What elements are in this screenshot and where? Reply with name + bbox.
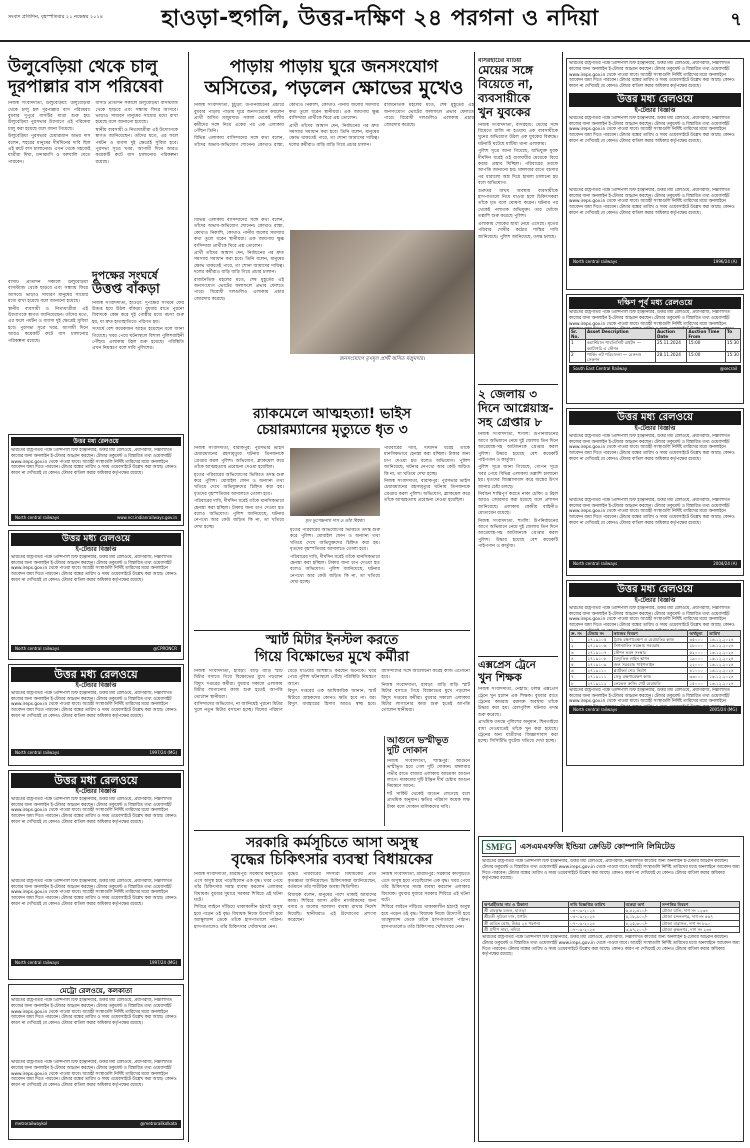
table-header-cell: কাজের বিবরণ: [612, 630, 688, 636]
paragraph: নিজস্ব সংবাদদাতা, হাওড়া: দুপক্ষের সংঘর্ষে ফের উত্তপ্ত হয়ে উঠল বাঁকড়া। বুধবার রাতে পুরনো বিবাদকে কেন্দ্র করে দুই গোষ্ঠীর মধ্যে বচসা শুরু হয়, যা দ্রুত হাতাহাতিতে পরিণত হয়।: [92, 300, 184, 325]
story-train-murder: [478, 656, 558, 832]
story-body: [387, 759, 470, 817]
table-cell: শ্রী প্রদীপ সাহা, নদিয়া: [483, 926, 569, 932]
ad-subheader: ই-টেন্ডার বিজ্ঞপ্তি: [634, 597, 676, 604]
footer-link: metrorailwaykol: [15, 1121, 48, 1127]
paragraph: পরিবারের দাবি, দীর্ঘদিন ধরেই তাঁকে মানসিকভাবে হেনস্তা করা হচ্ছিল। টাকার জন্য চাপ দেওয়া হত বলেও অভিযোগ। পুলিশ জানিয়েছে, ঘটনার নেপথ্যে আর কেউ জড়িত কি না, তা খতিয়ে দেখা হচ্ছে।: [384, 446, 470, 477]
headline: দিনে আগ্নেয়াস্ত্র-: [478, 400, 554, 415]
table-cell: 1: [570, 340, 586, 351]
smfg-table: [482, 901, 740, 933]
story-kicker: বসিরহাটের মাটিয়া: [478, 58, 522, 64]
ad-header: উত্তর মধ্য রেলওয়ে: [11, 667, 181, 682]
table-cell: ১৯০০০: [688, 655, 708, 661]
paragraph: স্থানীয় ব্যবসায়ী ও নিত্যযাত্রীরা এই উদ্যোগকে স্বাগত জানিয়েছেন। তাঁদের মতে, এর ফলে পর্যটন ও ব্যবসা দুই ক্ষেত্রেই সুবিধা হবে। পুরসভা সূত্রে খবর, আগামী দিনে আরও কয়েকটি রুটে বাস চালানোর পরিকল্পনা রয়েছে।: [8, 306, 88, 344]
ad-text: ভারতের রাষ্ট্রপতির পক্ষে প্রিন্সিপাল চিফ ইঞ্জিনিয়ার, উত্তর মধ্য রেলওয়ে, প্রয়াগরাজ, নিম্নলিখিত কাজের জন্য অনলাইন ই-টেন্ডার আহ্বান করছেন। টেন্ডার ডকুমেন্ট ও বিস্তারিত তথ্য ওয়েবসাইট www.ireps.gov.in থেকে পাওয়া যাবে। আগ্রহী সংস্থাগুলি নির্দিষ্ট তারিখের মধ্যে অনলাইনে আবেদন জমা দিতে পারবেন। টেন্ডার বন্ধের তারিখ ও সময় ওয়েবসাইটে উল্লেখ করা আছে। কোনও কারণ না দেখিয়েই যে কোনও টেন্ডার বাতিল করার অধিকার কর্তৃপক্ষের রয়েছে।: [11, 998, 177, 1027]
paragraph: নিজস্ব সংবাদদাতা, হুগলি: উপনির্বাচনের আগে অভিযানে নেমে দুই জেলায় তিন দিনে আগ্নেয়াস্ত্র-সহ আটজনকে গ্রেপ্তার করল পুলিশ। উদ্ধার হয়েছে বেশ কয়েকটি পাইপগান ও কার্তুজ।: [478, 432, 558, 464]
table-row: [570, 680, 741, 686]
table-header-cell: Auction Time From: [687, 329, 726, 340]
paragraph: বাসটি প্রতিদিন সকালে উলুবেড়িয়া বাসস্ট্যান্ড থেকে ছাড়বে এবং সন্ধ্যায় ফিরে আসবে। ভাড়াও সাধারণ মানুষের সাধ্যের মধ্যে রাখা হয়েছে বলে জানানো হয়েছে।: [95, 101, 178, 126]
auction-table: [569, 328, 741, 363]
table-cell: ১৬.১২.২০২৪: [708, 655, 741, 661]
ad-code: 2004/24 (A): [713, 560, 737, 566]
story-blackmail: [194, 406, 470, 628]
ad-ncr-3: [8, 770, 184, 980]
story-asit-campaign: [194, 58, 474, 404]
footer-link: North central railways: [573, 258, 618, 264]
table-row: [483, 926, 740, 932]
smfg-logo: SMFG: [482, 840, 516, 854]
story-ulubaria-continued: [8, 280, 88, 430]
table-cell: ১৬.১২.২০২৪: [708, 637, 741, 643]
table-header-cell: তারিখ: [708, 630, 741, 636]
table-header-cell: ক্র. নং: [570, 630, 587, 636]
photo-victim-family: [290, 448, 380, 516]
ad-text: ভারতের রাষ্ট্রপতির পক্ষে প্রিন্সিপাল চিফ ইঞ্জিনিয়ার, উত্তর মধ্য রেলওয়ে, প্রয়াগরাজ, নিম্নলিখিত কাজের জন্য অনলাইন ই-টেন্ডার আহ্বান করছেন। টেন্ডার ডকুমেন্ট ও বিস্তারিত তথ্য ওয়েবসাইট www.ireps.gov.in থেকে পাওয়া যাবে। আগ্রহী সংস্থাগুলি নির্দিষ্ট তারিখের মধ্যে অনলাইনে আবেদন জমা দিতে পারবেন। টেন্ডার বন্ধের তারিখ ও সময় ওয়েবসাইটে উল্লেখ করা আছে। কোনও কারণ না দেখিয়েই যে কোনও টেন্ডার বাতিল করার অধিকার কর্তৃপক্ষের রয়েছে।: [482, 935, 740, 958]
ad-text: ভারতের রাষ্ট্রপতির পক্ষে প্রিন্সিপাল চিফ ইঞ্জিনিয়ার, উত্তর মধ্য রেলওয়ে, প্রয়াগরাজ, নিম্নলিখিত কাজের জন্য অনলাইন ই-টেন্ডার আহ্বান করছেন। টেন্ডার ডকুমেন্ট ও বিস্তারিত তথ্য ওয়েবসাইট www.ireps.gov.in থেকে পাওয়া যাবে। আগ্রহী সংস্থাগুলি নির্দিষ্ট তারিখের মধ্যে অনলাইনে আবেদন জমা দিতে পারবেন। টেন্ডার বন্ধের তারিখ ও সময় ওয়েবসাইটে উল্লেখ করা আছে। কোনও কারণ না দেখিয়েই যে কোনও টেন্ডার বাতিল করার অধিকার কর্তৃপক্ষের রয়েছে।: [11, 554, 177, 584]
story-body-continued: [290, 528, 380, 626]
story-body: [194, 446, 284, 626]
table-cell: ২৭১৯১০৬: [586, 643, 612, 649]
table-row: [570, 643, 741, 649]
paragraph: শর্ট সার্কিট থেকেই আগুন লেগেছে বলে প্রাথমিক অনুমান। ক্ষতির পরিমাণ কয়েক লক্ষ টাকা বলে দোকান মালিকদের দাবি।: [387, 791, 470, 810]
ad-footer: [569, 365, 741, 373]
headline: দুটি দোকান: [387, 746, 428, 757]
table-header-cell: টেন্ডার নং: [586, 630, 612, 636]
table-row: [570, 340, 741, 351]
table-cell: ২৭১৯১০৭: [586, 649, 612, 655]
story-arms-arrest: [478, 384, 558, 652]
paragraph: নিজস্ব সংবাদদাতা, হুগলি: উপনির্বাচনের আগে অভিযানে নেমে দুই জেলায় তিন দিনে আগ্নেয়াস্ত্র-সহ আটজনকে গ্রেপ্তার করল পুলিশ। উদ্ধার হয়েছে বেশ কয়েকটি পাইপগান ও কার্তুজ।: [478, 518, 558, 550]
ad-header: এসএমএফজি ইন্ডিয়া ক্রেডিট কোম্পানি লিমিটেড: [520, 842, 676, 852]
footer-link: North central railways: [573, 706, 618, 712]
table-cell: ৩: [570, 649, 587, 655]
paragraph: নির্বাচন শান্তিপূর্ণ করতে নাকা চেকিং ও টহল আরও জোরদার করা হয়েছে বলে প্রশাসন জানিয়েছে। এলাকায় কেন্দ্রীয় বাহিনীও মোতায়েন রয়েছে।: [478, 492, 558, 517]
ad-header: উত্তর মধ্য রেলওয়ে: [11, 533, 181, 546]
story-body: [478, 687, 558, 827]
headline: ২ জেলায় ৩: [478, 387, 538, 401]
headline: খুন শিক্ষক: [478, 670, 522, 684]
table-cell: মৌজা বালি, দাগ নং ১২৩৪: [660, 908, 739, 914]
masthead-title: হাওড়া-হুগলি, উত্তর-দক্ষিণ ২৪ পরগনা ও নদিয়া: [161, 6, 599, 31]
paragraph: প্রাথমিক তদন্তে পুলিশের অনুমান, ছিনতাইয়ে বাধা দেওয়াতেই তাঁকে খুন করা হয়েছে। ট্রেনের অন্য যাত্রীদের জিজ্ঞাসাবাদ করা হচ্ছে। সিসিটিভি ফুটেজ খতিয়ে দেখা হচ্ছে।: [478, 720, 558, 745]
tender-table: [569, 630, 741, 687]
table-cell: ৩৩০০০: [688, 674, 708, 680]
paragraph: প্রার্থী তাঁদের আশ্বাস দেন, নির্বাচনের পর দ্রুত সমস্যার সমাধান করা হবে। তিনি বলেন, মানুষের ক্ষোভ থাকতেই পারে, তা শোনা আমাদের দায়িত্ব। দলের কর্মীরাও বাড়ি বাড়ি গিয়ে প্রচার চালান।: [289, 123, 379, 148]
table-cell: ২৭১৯১০৮: [586, 655, 612, 661]
ad-text: ভারতের রাষ্ট্রপতির পক্ষে প্রিন্সিপাল চিফ ইঞ্জিনিয়ার, উত্তর মধ্য রেলওয়ে, প্রয়াগরাজ, নিম্নলিখিত কাজের জন্য অনলাইন ই-টেন্ডার আহ্বান করছেন। টেন্ডার ডকুমেন্ট ও বিস্তারিত তথ্য ওয়েবসাইট www.ireps.gov.in থেকে পাওয়া যাবে। আগ্রহী সংস্থাগুলি নির্দিষ্ট তারিখের মধ্যে অনলাইনে আবেদন জমা দিতে পারবেন। টেন্ডার বন্ধের তারিখ ও সময় ওয়েবসাইটে উল্লেখ করা আছে। কোনও কারণ না দেখিয়েই যে কোনও টেন্ডার বাতিল করার অধিকার কর্তৃপক্ষের রয়েছে।: [569, 187, 735, 217]
table-cell: ৪১০০০: [688, 668, 708, 674]
table-cell: ০৪-০৯-২০২৪: [569, 914, 624, 920]
story-body: [194, 872, 470, 1130]
ad-text: ভারতের রাষ্ট্রপতির পক্ষে প্রিন্সিপাল চিফ ইঞ্জিনিয়ার, উত্তর মধ্য রেলওয়ে, প্রয়াগরাজ, নিম্নলিখিত কাজের জন্য অনলাইন ই-টেন্ডার আহ্বান করছেন। টেন্ডার ডকুমেন্ট ও বিস্তারিত তথ্য ওয়েবসাইট www.ireps.gov.in থেকে পাওয়া যাবে। আগ্রহী সংস্থাগুলি নির্দিষ্ট তারিখের মধ্যে অনলাইনে আবেদন জমা দিতে পারবেন। টেন্ডার বন্ধের তারিখ ও সময় ওয়েবসাইটে উল্লেখ করা আছে। কোনও কারণ না দেখিয়েই যে কোনও টেন্ডার বাতিল করার অধিকার কর্তৃপক্ষের রয়েছে।: [11, 1060, 177, 1089]
ad-text: ভারতের রাষ্ট্রপতির পক্ষে প্রিন্সিপাল চিফ ইঞ্জিনিয়ার, উত্তর মধ্য রেলওয়ে, প্রয়াগরাজ, নিম্নলিখিত কাজের জন্য অনলাইন ই-টেন্ডার আহ্বান করছেন। টেন্ডার ডকুমেন্ট ও বিস্তারিত তথ্য ওয়েবসাইট www.ireps.gov.in থেকে পাওয়া যাবে। আগ্রহী সংস্থাগুলি নির্দিষ্ট তারিখের মধ্যে অনলাইনে আবেদন জমা দিতে পারবেন। টেন্ডার বন্ধের তারিখ ও সময় ওয়েবসাইটে উল্লেখ করা আছে। কোনও কারণ না দেখিয়েই যে কোনও টেন্ডার বাতিল করার অধিকার কর্তৃপক্ষের রয়েছে।: [569, 61, 735, 90]
table-row: [570, 637, 741, 643]
table-cell: ১৬.১২.২০২৪: [708, 680, 741, 686]
photo-caption: মৃত ভূপেন্দ্রনাথ দাস ও তাঁর বিধবা।: [305, 519, 365, 524]
headline: দূরপাল্লার বাস পরিষেবা: [8, 76, 163, 97]
ad-code: 1997/24 (MG): [149, 749, 177, 755]
ad-subheader: ই-টেন্ডার বিজ্ঞপ্তি: [634, 107, 676, 114]
table-cell: ১৬.১২.২০২৪: [708, 674, 741, 680]
table-cell: 28.11.2024: [655, 351, 686, 362]
ad-ser-auction: [566, 294, 744, 404]
ad-header: উত্তর মধ্য রেলওয়ে: [569, 93, 741, 107]
paragraph: স্থানীয় ব্যবসায়ী ও নিত্যযাত্রীরা এই উদ্যোগকে স্বাগত জানিয়েছেন। তাঁদের মতে, এর ফলে পর্যটন ও ব্যবসা দুই ক্ষেত্রেই সুবিধা হবে। পুরসভা সূত্রে খবর, আগামী দিনে আরও কয়েকটি রুটে বাস চালানোর পরিকল্পনা রয়েছে।: [95, 127, 178, 165]
table-cell: ৫২০০০: [688, 649, 708, 655]
ad-footer: [11, 959, 181, 966]
ad-header: দক্ষিণ পূর্ব মধ্য রেলওয়ে: [569, 297, 741, 309]
story-body: [194, 103, 474, 215]
ad-footer: [569, 258, 741, 266]
table-cell: 15:30: [725, 351, 740, 362]
masthead-date: সংবাদ প্রতিদিন, বৃহস্পতিবার ২১ নভেম্বর ২০২৪: [8, 14, 104, 20]
table-header-cell: Auction Date: [655, 329, 686, 340]
ad-header: উত্তর মধ্য রেলওয়ে: [11, 773, 181, 788]
table-cell: ৩,৯৭,২০০/-: [624, 926, 660, 932]
ad-footer: [11, 514, 181, 521]
headline: খুন যুবকের: [478, 104, 531, 119]
ad-text: ভারতের রাষ্ট্রপতির পক্ষে প্রিন্সিপাল চিফ ইঞ্জিনিয়ার, উত্তর মধ্য রেলওয়ে, প্রয়াগরাজ, নিম্নলিখিত কাজের জন্য অনলাইন ই-টেন্ডার আহ্বান করছেন। টেন্ডার ডকুমেন্ট ও বিস্তারিত তথ্য ওয়েবসাইট www.ireps.gov.in থেকে পাওয়া যাবে। আগ্রহী সংস্থাগুলি নির্দিষ্ট তারিখের মধ্যে অনলাইনে আবেদন জমা দিতে পারবেন। টেন্ডার বন্ধের তারিখ ও সময় ওয়েবসাইটে উল্লেখ করা আছে। কোনও কারণ না দেখিয়েই যে কোনও টেন্ডার বাতিল করার অধিকার কর্তৃপক্ষের রয়েছে।: [482, 859, 740, 882]
table-cell: ১৫০০০: [688, 680, 708, 686]
table-header-cell: অর্থমূল্য: [688, 630, 708, 636]
table-cell: মৌজা চন্দননগর, দাগ নং ৫৬৭: [660, 914, 739, 920]
ad-text: ভারতের রাষ্ট্রপতির পক্ষে প্রিন্সিপাল চিফ ইঞ্জিনিয়ার, উত্তর মধ্য রেলওয়ে, প্রয়াগরাজ, নিম্নলিখিত কাজের জন্য অনলাইন ই-টেন্ডার আহ্বান করছেন। টেন্ডার ডকুমেন্ট ও বিস্তারিত তথ্য ওয়েবসাইট www.ireps.gov.in থেকে পাওয়া যাবে। আগ্রহী সংস্থাগুলি নির্দিষ্ট তারিখের মধ্যে অনলাইনে: [569, 687, 730, 705]
paragraph: গুরুতর জখম অবস্থায় ব্যবসায়ীকে হাসপাতালে নিয়ে যাওয়া হলে চিকিৎসকরা তাঁকে মৃত বলে ঘোষণা করেন। ঘটনার পর থেকেই পলাতক অভিযুক্ত। তার খোঁজে তল্লাশি শুরু করেছে পুলিশ।: [478, 188, 558, 220]
ad-metro: [8, 984, 184, 1140]
table-row: [570, 351, 741, 362]
masthead-rule: [0, 40, 750, 42]
headline: দুপক্ষের সংঘর্ষে: [92, 269, 158, 282]
paragraph: বিভিন্ন এলাকায় বাসিন্দাদের সঙ্গে কথা বলেন, তাঁদের অভাব-অভিযোগ শোনেন। কোথাও রাস্তা, কোথাও নিকাশি, কোথাও পানীয় জলের সমস্যার কথা তুলে ধরেন স্থানীয়রা। এক জায়গায় ক্ষুব্ধ বাসিন্দারা প্রার্থীকে ঘিরে প্রশ্ন তোলেন।: [194, 218, 284, 249]
ad-text: ভারতের রাষ্ট্রপতির পক্ষে প্রিন্সিপাল চিফ ইঞ্জিনিয়ার, উত্তর মধ্য রেলওয়ে, প্রয়াগরাজ, নিম্নলিখিত কাজের জন্য অনলাইন ই-টেন্ডার আহ্বান করছেন। টেন্ডার ডকুমেন্ট ও বিস্তারিত তথ্য ওয়েবসাইট www.ireps.gov.in থেকে পাওয়া যাবে। আগ্রহী সংস্থাগুলি নির্দিষ্ট তারিখের মধ্যে অনলাইনে আবেদন জমা দিতে পারবেন। টেন্ডার বন্ধের তারিখ ও সময় ওয়েবসাইটে উল্লেখ করা আছে। কোনও কারণ না দেখিয়েই যে কোনও টেন্ডার বাতিল করার অধিকার কর্তৃপক্ষের রয়েছে।: [11, 878, 177, 908]
ad-header: উত্তর মধ্য রেলওয়ে: [569, 411, 741, 425]
table-cell: ৮,২৫,৬০০/-: [624, 920, 660, 926]
table-header-cell: ঋণগ্রহীতার নাম ও ঠিকানা: [483, 902, 569, 908]
ad-text: ভারতের রাষ্ট্রপতির পক্ষে প্রিন্সিপাল চিফ ইঞ্জিনিয়ার, উত্তর মধ্য রেলওয়ে, প্রয়াগরাজ, নিম্নলিখিত কাজের জন্য অনলাইন ই-টেন্ডার আহ্বান করছেন। টেন্ডার ডকুমেন্ট ও বিস্তারিত তথ্য ওয়েবসাইট www.ireps.gov.in থেকে পাওয়া যাবে। আগ্রহী সংস্থাগুলি নির্দিষ্ট তারিখের মধ্যে অনলাইনে আবেদন জমা দিতে পারবেন। টেন্ডার বন্ধের তারিখ ও সময় ওয়েবসাইটে উল্লেখ করা আছে। কোনও কারণ না দেখিয়েই যে কোনও টেন্ডার বাতিল করার অধিকার কর্তৃপক্ষের রয়েছে।: [569, 497, 735, 527]
footer-link: North central railways: [15, 959, 60, 965]
footer-link: North central railways: [573, 560, 618, 566]
headline: সহ গ্রেপ্তার ৮: [478, 414, 543, 429]
table-cell: ২৮০০০: [688, 643, 708, 649]
ad-text: ভারতের রাষ্ট্রপতির পক্ষে প্রিন্সিপাল চিফ ইঞ্জিনিয়ার, উত্তর মধ্য রেলওয়ে, প্রয়াগরাজ, নিম্নলিখিত কাজের জন্য অনলাইন ই-টেন্ডার আহ্বান করছেন। টেন্ডার ডকুমেন্ট ও বিস্তারিত তথ্য ওয়েবসাইট www.ireps.gov.in থেকে পাওয়া যাবে। আগ্রহী সংস্থাগুলি নির্দিষ্ট তারিখের মধ্যে অনলাইনে আবেদন জমা দিতে পারবেন। টেন্ডার বন্ধের তারিখ ও সময় ওয়েবসাইটে উল্লেখ করা আছে। কোনও কারণ না দেখিয়েই যে কোনও টেন্ডার বাতিল করার অধিকার কর্তৃপক্ষের রয়েছে।: [569, 433, 735, 463]
headline: বৃদ্ধের চিকিৎসার ব্যবস্থা বিধায়কের: [231, 850, 433, 869]
column-rule: [562, 52, 563, 832]
paragraph: পুলিশ সূত্রে জানা গিয়েছে, গোপন সূত্রে খবর পেয়ে বিভিন্ন এলাকায় তল্লাশি চালানো হয়। ধৃতদের জিজ্ঞাসাবাদ করে অস্ত্রের উৎস জানার চেষ্টা চলছে।: [478, 465, 558, 490]
table-cell: ৬,৪২,৩১০/-: [624, 908, 660, 914]
table-cell: ১৬.১২.২০২৪: [708, 649, 741, 655]
headline: চেয়ারম্যানের মৃত্যুতে ধৃত ৩: [256, 422, 408, 439]
footer-link: North central railways: [15, 645, 60, 651]
footer-link: South East Central Railway: [573, 366, 628, 372]
ad-ncr-small: [8, 434, 184, 526]
table-cell: শ্রীমতী সুমিতা দাস, হুগলি: [483, 914, 569, 920]
table-cell: শ্রী অমিত ঘোষ, উত্তর ২৪ পরগনা: [483, 920, 569, 926]
paragraph: নিজস্ব সংবাদদাতা, বসিরহাট: মেয়ের সঙ্গে বিয়েতে রাজি না হওয়ায় এক ব্যবসায়ীকে খুনের অভিযোগ উঠল এক যুবকের বিরুদ্ধে। ঘটনাটি ঘটেছে মাটিয়া থানা এলাকায়।: [478, 122, 558, 147]
paragraph: নিজস্ব সংবাদদাতা, হাবড়া: বাড়ি বাড়ি স্মার্ট মিটার বসাতে গিয়ে বিক্ষোভের মুখে পড়লেন বিদ্যুৎ দপ্তরের কর্মীরা। বুধবার সকালে এলাকায় মিটার লাগানোর কাজ শুরু হতেই আপত্তি তোলেন স্থানীয়রা।: [381, 682, 470, 714]
ad-footer: [569, 706, 741, 714]
story-mla-treatment: [194, 830, 470, 1142]
story-ulubaria-bus: [8, 58, 178, 278]
table-cell: ৮: [570, 680, 587, 686]
headline: উত্তপ্ত বাঁকড়া: [92, 281, 160, 297]
table-cell: ১৬.১২.২০২৪: [708, 668, 741, 674]
ad-footer: [11, 749, 181, 756]
table-cell: ২৭১৯১১১: [586, 674, 612, 680]
paragraph: বাসিন্দাদের অভিযোগ, না জানিয়েই পুরনো মিটার খুলে নতুন মিটার বসানো হচ্ছে। বিলের পরিমাণ বেড়ে যাওয়ার আশঙ্কাও করছেন অনেকে। খবর পেয়ে পুলিশ ঘটনাস্থলে পৌঁছে পরিস্থিতি নিয়ন্ত্রণে আনে।: [194, 669, 377, 714]
table-cell: লেভেল ক্রসিং গেট মেরামতি: [612, 680, 688, 686]
table-cell: বৈদ্যুতিক লাইন স্থাপন: [612, 655, 688, 661]
ad-ncr-2: [8, 664, 184, 766]
headline: পাড়ায় পাড়ায় ঘুরে জনসংযোগ: [229, 57, 439, 77]
ad-header: উত্তর মধ্য রেলওয়ে: [569, 583, 741, 597]
table-cell: 2: [570, 351, 586, 362]
story-body-continued: [384, 446, 470, 626]
ad-text: ভারতের রাষ্ট্রপতির পক্ষে প্রিন্সিপাল চিফ ইঞ্জিনিয়ার, উত্তর মধ্য রেলওয়ে, প্রয়াগরাজ, নিম্নলিখিত কাজের জন্য অনলাইন ই-টেন্ডার আহ্বান করছেন। টেন্ডার ডকুমেন্ট ও বিস্তারিত তথ্য ওয়েবসাইট www.ireps.gov.in থেকে পাওয়া যাবে। আগ্রহী সংস্থাগুলি নির্দিষ্ট তারিখের মধ্যে অনলাইনে আবেদন জমা দিতে পারবেন। টেন্ডার বন্ধের তারিখ ও সময় ওয়েবসাইটে উল্লেখ করা আছে। কোনও কারণ না দেখিয়েই যে কোনও টেন্ডার বাতিল করার অধিকার কর্তৃপক্ষের রয়েছে।: [11, 796, 177, 826]
headline: র‍্যাকমেলে আত্মহত্যা! ভাইস: [252, 406, 412, 422]
ad-subheader: ই-টেন্ডার বিজ্ঞপ্তি: [75, 788, 117, 795]
headline: স্মার্ট মিটার ইনস্টল করতে: [265, 633, 399, 648]
headline: এক্সপ্রেস ট্রেনে: [478, 660, 536, 671]
footer-link: @CPRONCR: [153, 645, 177, 651]
table-cell: ৪,১৮,৯০০/-: [624, 914, 660, 920]
table-cell: মৌজা বারাসত, দাগ নং ৮৯০: [660, 920, 739, 926]
paragraph: শিবিরে লাইনে দাঁড়িয়ে থাকাকালীন হঠাৎই অসুস্থ হয়ে পড়েন ওই বৃদ্ধ। বিধায়ক নিজে উদ্যোগী হয়ে অ্যাম্বুল্যান্স ডেকে তাঁকে হাসপাতালে পাঠান। হাসপাতালেও তাঁর চিকিৎসার খোঁজখবর নেন।: [381, 905, 470, 930]
table-header-cell: Sr. No.: [570, 329, 586, 340]
ad-subheader: ই-টেন্ডার বিজ্ঞপ্তি: [75, 546, 117, 553]
table-header-cell: দাবি বিজ্ঞপ্তির তারিখ: [569, 902, 624, 908]
ad-code: 1997/24 (MG): [149, 959, 177, 965]
story-basirhat-murder: [478, 58, 558, 382]
ad-smfg: [478, 836, 744, 1142]
paragraph: নিজস্ব সংবাদদাতা, শ্রীরামপুর: সরকারি কর্মসূচিতে এসে অসুস্থ হয়ে পড়েছিলেন এক বৃদ্ধ। খবর পেয়ে তাঁর চিকিৎসার সমস্ত ব্যবস্থা করলেন এলাকার বিধায়ক। বুধবার দুয়ারে সরকার শিবিরে এই ঘটনা ঘটে।: [194, 872, 283, 903]
table-cell: ১৬.১২.২০২৪: [708, 661, 741, 667]
footer-link: North central railways: [15, 515, 60, 520]
paragraph: বাসটি প্রতিদিন সকালে উলুবেড়িয়া বাসস্ট্যান্ড থেকে ছাড়বে এবং সন্ধ্যায় ফিরে আসবে। ভাড়াও সাধারণ মানুষের সাধ্যের মধ্যে রাখা হয়েছে বলে জানানো হয়েছে।: [8, 280, 88, 305]
ad-ncr-right-3: [566, 580, 744, 766]
footer-link: www.ncr.indianrailways.gov.in: [116, 515, 177, 520]
paragraph: নিজস্ব সংবাদদাতা, উলুবেড়িয়া: উলুবেড়িয়া থেকে চালু হল দূরপাল্লার বাস পরিষেবা। বুধবার দুপুরে বাসটির যাত্রা শুরু হয়। উলুবেড়িয়া পুরসভার উদ্যোগে এই পরিষেবা চালু করা হয়েছে বলে জানা গিয়েছে।: [8, 101, 91, 132]
footer-link: @secrail: [719, 366, 737, 372]
paragraph: বিভিন্ন এলাকায় বাসিন্দাদের সঙ্গে কথা বলেন, তাঁদের অভাব-অভিযোগ শোনেন। কোথাও রাস্তা, কোথাও নিকাশি, কোথাও পানীয় জলের সমস্যার কথা তুলে ধরেন স্থানীয়রা। এক জায়গায় ক্ষুব্ধ বাসিন্দারা প্রার্থীকে ঘিরে প্রশ্ন তোলেন।: [194, 103, 379, 148]
paragraph: প্রার্থী তাঁদের আশ্বাস দেন, নির্বাচনের পর দ্রুত সমস্যার সমাধান করা হবে। তিনি বলেন, মানুষের ক্ষোভ থাকতেই পারে, তা শোনা আমাদের দায়িত্ব। দলের কর্মীরাও বাড়ি বাড়ি গিয়ে প্রচার চালান।: [194, 251, 284, 276]
table-cell: স্টেশন ভবন সংস্কার: [612, 649, 688, 655]
table-cell: ২৭১৯১১২: [586, 680, 612, 686]
story-body: [8, 101, 178, 269]
paragraph: নিজস্ব সংবাদদাতা, শান্তিপুর: আগুনে ভস্মীভূত হয়ে গেল দুটি দোকান। মঙ্গলবার গভীর রাতে বাজার এলাকায় আচমকা আগুন লাগে। দমকলের দুটি ইঞ্জিন দীর্ঘ চেষ্টায় আগুন নিয়ন্ত্রণে আনে।: [387, 758, 470, 790]
table-cell: ১: [570, 637, 587, 643]
column-rule: [188, 52, 189, 1142]
table-cell: প্ল্যাটফর্ম শেড নির্মাণ: [612, 668, 688, 674]
story-bankra-clash: [92, 270, 184, 430]
paragraph: নিজস্ব সংবাদদাতা, বারাকপুর: পুরসভার ভাইস চেয়ারম্যানের রহস্যমৃত্যুর ঘটনায় তিনজনকে গ্রেপ্তার করল পুলিশ। অভিযোগ, ব্ল্যাকমেল করে তাঁকে আত্মহত্যায় প্ররোচনা দেওয়া হয়েছিল।: [384, 479, 470, 504]
ad-text: ভারতের রাষ্ট্রপতির পক্ষে প্রিন্সিপাল চিফ ইঞ্জিনিয়ার, উত্তর মধ্য রেলওয়ে, প্রয়াগরাজ, নিম্নলিখিত কাজের জন্য অনলাইন ই-টেন্ডার আহ্বান করছেন। টেন্ডার ডকুমেন্ট ও বিস্তারিত তথ্য ওয়েবসাইট www.ireps.gov.in থেকে পাওয়া যাবে। আগ্রহী সংস্থাগুলি নির্দিষ্ট তারিখের মধ্যে অনলাইনে: [569, 310, 730, 327]
footer-link: North central railways: [15, 749, 60, 755]
ad-text: ভারতের রাষ্ট্রপতির পক্ষে প্রিন্সিপাল চিফ ইঞ্জিনিয়ার, উত্তর মধ্য রেলওয়ে, প্রয়াগরাজ, নিম্নলিখিত কাজের জন্য অনলাইন ই-টেন্ডার আহ্বান করছেন। টেন্ডার ডকুমেন্ট ও বিস্তারিত তথ্য ওয়েবসাইট www.ireps.gov.in থেকে পাওয়া যাবে। আগ্রহী সংস্থাগুলি নির্দিষ্ট তারিখের মধ্যে অনলাইনে আবেদন জমা দিতে পারবেন। টেন্ডার বন্ধের তারিখ ও সময় ওয়েবসাইটে উল্লেখ করা আছে। কোনও কারণ না দেখিয়েই যে কোনও টেন্ডার বাতিল করার অধিকার কর্তৃপক্ষের রয়েছে।: [11, 690, 177, 720]
ad-ncr-1: [8, 530, 184, 660]
table-cell: সেতু রক্ষণাবেক্ষণ কাজ: [612, 674, 688, 680]
table-header-cell: Asset Description: [586, 329, 656, 340]
footer-link: @metrorailkolkata: [140, 1121, 177, 1127]
table-cell: সিগন্যালিং সরঞ্জাম সরবরাহ: [612, 643, 688, 649]
table-cell: ৬: [570, 668, 587, 674]
table-cell: ২৭১৯১১০: [586, 668, 612, 674]
ad-ncr-right-1: [566, 58, 744, 290]
table-cell: ১৬.১২.২০২৪: [708, 643, 741, 649]
paragraph: বৃদ্ধের পরিবারের সদস্যরা বিধায়কের প্রতি কৃতজ্ঞতা জানিয়েছেন। চিকিৎসকরা জানিয়েছেন, বর্তমানে তাঁর শারীরিক অবস্থা স্থিতিশীল।: [287, 872, 377, 891]
paragraph: মৃতের পরিবারের অভিযোগের ভিত্তিতে তদন্ত শুরু করে পুলিশ। মোবাইল ফোন ও অন্যান্য তথ্য খতিয়ে দেখে অভিযুক্তদের চিহ্নিত করা হয়। ধৃতদের বৃহস্পতিবার আদালতে তোলা হবে।: [290, 528, 380, 553]
table-header-cell: To: [725, 329, 740, 340]
headline: ব্যবসায়ীকে: [478, 91, 530, 105]
headline: অসিতের, পড়লেন ক্ষোভের মুখেও: [204, 76, 464, 99]
table-cell: ট্র্যাক রক্ষণাবেক্ষণ ও মেরামতির কাজ: [612, 637, 688, 643]
table-cell: 15:30: [725, 340, 740, 351]
paragraph: পুলিশ সূত্রে জানা গিয়েছে, অভিযুক্ত যুবক দীর্ঘদিন ধরেই ওই ব্যবসায়ীর মেয়েকে বিয়ে করার প্রস্তাব দিচ্ছিল। পরিবারের তরফে আপত্তি জানানো হয়। মঙ্গলবার রাতে বচসার পর ধারালো অস্ত্র দিয়ে হামলা চালানো হয় বলে অভিযোগ।: [478, 149, 558, 187]
ad-text: ভারতের রাষ্ট্রপতির পক্ষে প্রিন্সিপাল চিফ ইঞ্জিনিয়ার, উত্তর মধ্য রেলওয়ে, প্রয়াগরাজ, নিম্নলিখিত কাজের জন্য অনলাইন ই-টেন্ডার আহ্বান করছেন। টেন্ডার ডকুমেন্ট ও বিস্তারিত তথ্য ওয়েবসাইট www.ireps.gov.in থেকে পাওয়া যাবে। আগ্রহী সংস্থাগুলি নির্দিষ্ট তারিখের মধ্যে অনলাইনে আবেদন জমা দিতে পারবেন। টেন্ডার বন্ধের তারিখ ও সময় ওয়েবসাইটে উল্লেখ করা আছে। কোনও: [569, 605, 735, 629]
ad-subheader: ই-টেন্ডার বিজ্ঞপ্তি: [634, 425, 676, 432]
paragraph: নিজস্ব সংবাদদাতা, নৈহাটি: চলন্ত এক্সপ্রেস ট্রেনে খুন হলেন এক শিক্ষক। বুধবার রাতে ট্রেনের কামরায় রক্তাক্ত অবস্থায় তাঁকে উদ্ধার করা হয়। রেলপুলিশ ঘটনার তদন্ত শুরু করেছে।: [478, 687, 558, 718]
story-body-continued: [194, 218, 284, 404]
paragraph: নিজস্ব সংবাদদাতা, চুঁচুড়া: উপনির্বাচনের প্রচারে বুধবার পাড়ায় পাড়ায় ঘুরে জনসংযোগ করলেন প্রার্থী অসিত মজুমদার। সকাল থেকেই দলীয় কর্মীদের সঙ্গে নিয়ে একের পর এক এলাকায় পৌঁছন তিনি।: [194, 103, 284, 135]
page-number: ৭: [730, 9, 742, 30]
paragraph: বিদ্যুৎ দপ্তরের এক আধিকারিক জানান, স্মার্ট মিটারে গ্রাহকদের কোনও ক্ষতি হবে না। বরং বিদ্যুৎ ব্যবহারের হিসাব আরও স্বচ্ছ হবে। বাসিন্দাদের সঙ্গে আলোচনা করেই কাজ এগোনো হবে।: [287, 669, 470, 708]
table-cell: ০৭-০৯-২০২৪: [569, 920, 624, 926]
story-body: [92, 301, 184, 419]
table-cell: ২২০০০: [688, 661, 708, 667]
ad-footer: [11, 1120, 181, 1128]
table-cell: 15:00: [687, 351, 726, 362]
ad-text: ভারতের রাষ্ট্রপতির পক্ষে প্রিন্সিপাল চিফ ইঞ্জিনিয়ার, উত্তর মধ্য রেলওয়ে, প্রয়াগরাজ, নিম্নলিখিত কাজের জন্য অনলাইন ই-টেন্ডার আহ্বান করছেন। টেন্ডার ডকুমেন্ট ও বিস্তারিত তথ্য ওয়েবসাইট www.ireps.gov.in থেকে পাওয়া যাবে। আগ্রহী সংস্থাগুলি নির্দিষ্ট তারিখের মধ্যে অনলাইনে আবেদন জমা দিতে পারবেন। টেন্ডার বন্ধের তারিখ ও সময় ওয়েবসাইটে উল্লেখ করা আছে। কোনও কারণ না দেখিয়েই যে কোনও টেন্ডার বাতিল করার অধিকার কর্তৃপক্ষের রয়েছে।: [569, 115, 735, 145]
story-fire: [384, 736, 470, 826]
column-rule: [474, 52, 475, 1142]
ad-header: মেট্রো রেলওয়ে, কলকাতা: [11, 987, 181, 996]
paragraph: রাজনৈতিক মহলের মতে, শেষ মুহূর্তের এই জনসংযোগ ভোটের ফলাফলে প্রভাব ফেলতে পারে। বিরোধী দলগুলিও এলাকায় প্রচার জোরদার করেছে।: [384, 103, 474, 128]
paragraph: এলাকায় শোকের ছায়া নেমে এসেছে। মৃতের পরিবার দোষীর কঠোর শাস্তির দাবি জানিয়েছে। পুলিশ জানিয়েছে, তদন্ত চলছে।: [478, 221, 558, 240]
table-cell: ৫: [570, 661, 587, 667]
paragraph: মৃতের পরিবারের অভিযোগের ভিত্তিতে তদন্ত শুরু করে পুলিশ। মোবাইল ফোন ও অন্যান্য তথ্য খতিয়ে দেখে অভিযুক্তদের চিহ্নিত করা হয়। ধৃতদের বৃহস্পতিবার আদালতে তোলা হবে।: [194, 472, 284, 497]
table-cell: শ্রী রামকৃষ্ণ মণ্ডল, হাওড়া: [483, 908, 569, 914]
paragraph: নিজস্ব সংবাদদাতা, বারাকপুর: পুরসভার ভাইস চেয়ারম্যানের রহস্যমৃত্যুর ঘটনায় তিনজনকে গ্রেপ্তার করল পুলিশ। অভিযোগ, ব্ল্যাকমেল করে তাঁকে আত্মহত্যায় প্ররোচনা দেওয়া হয়েছিল।: [194, 446, 284, 471]
ad-footer: [569, 560, 741, 568]
paragraph: পরিবারের দাবি, দীর্ঘদিন ধরেই তাঁকে মানসিকভাবে হেনস্তা করা হচ্ছিল। টাকার জন্য চাপ দেওয়া হত বলেও অভিযোগ। পুলিশ জানিয়েছে, ঘটনার নেপথ্যে আর কেউ জড়িত কি না, তা খতিয়ে দেখা হচ্ছে।: [194, 499, 284, 530]
table-cell: 15:00: [687, 340, 726, 351]
headline: গিয়ে বিক্ষোভের মুখে কর্মীরা: [254, 648, 410, 665]
headline: সরকারি কর্মসূচিতে আসা অসুস্থ: [246, 835, 418, 851]
paragraph: বিধায়ক বলেন, মানুষের পাশে থাকাই আমাদের কাজ। শিবিরে আসা প্রবীণ নাগরিকদের জন্য বসার ও জলের আলাদা ব্যবস্থা রাখার নির্দেশ দিয়েছি। স্থানীয়রাও এই উদ্যোগের প্রশংসা করেছেন।: [287, 892, 377, 924]
paragraph: সংঘর্ষে বেশ কয়েকজন আহত হয়েছেন বলে জানা গিয়েছে। খবর পেয়ে ঘটনাস্থলে বিশাল পুলিশবাহিনী পৌঁছয়। এলাকায় টহল শুরু হয়েছে। পরিস্থিতি এখন নিয়ন্ত্রণে বলে দাবি পুলিশের।: [92, 327, 184, 352]
table-cell: কমার্শিয়াল পাবলিসিটি রাইটস — ক্যাটাগরি এ স্টেশন: [586, 340, 656, 351]
paragraph: নিজস্ব সংবাদদাতা, হাবড়া: বাড়ি বাড়ি স্মার্ট মিটার বসাতে গিয়ে বিক্ষোভের মুখে পড়লেন বিদ্যুৎ দপ্তরের কর্মীরা। বুধবার সকালে এলাকায় মিটার লাগানোর কাজ শুরু হতেই আপত্তি তোলেন স্থানীয়রা।: [194, 669, 283, 700]
paragraph: পরিবারের দাবি, দীর্ঘদিন ধরেই তাঁকে মানসিকভাবে হেনস্তা করা হচ্ছিল। টাকার জন্য চাপ দেওয়া হত বলেও অভিযোগ। পুলিশ জানিয়েছে, ঘটনার নেপথ্যে আর কেউ জড়িত কি না, তা খতিয়ে দেখা হচ্ছে।: [290, 554, 380, 586]
headline: মেয়ের সঙ্গে: [478, 63, 533, 78]
table-cell: ৩৫০০০: [688, 637, 708, 643]
table-cell: ৭: [570, 674, 587, 680]
ad-code: 2005/24 (MG): [709, 706, 737, 712]
ad-header: উত্তর মধ্য রেলওয়ে: [11, 437, 181, 446]
paragraph: রাজনৈতিক মহলের মতে, শেষ মুহূর্তের এই জনসংযোগ ভোটের ফলাফলে প্রভাব ফেলতে পারে। বিরোধী দলগুলিও এলাকায় প্রচার জোরদার করেছে।: [194, 277, 284, 302]
paragraph: শিবিরে লাইনে দাঁড়িয়ে থাকাকালীন হঠাৎই অসুস্থ হয়ে পড়েন ওই বৃদ্ধ। বিধায়ক নিজে উদ্যোগী হয়ে অ্যাম্বুল্যান্স ডেকে তাঁকে হাসপাতালে পাঠান। হাসপাতালেও তাঁর চিকিৎসার খোঁজখবর নেন।: [194, 905, 283, 930]
story-body: [478, 432, 558, 636]
headline: উলুবেড়িয়া থেকে চালু: [8, 57, 158, 77]
table-cell: ০৭-০৯-২০২৪: [569, 926, 624, 932]
masthead: [0, 0, 750, 52]
table-cell: ২৭১৯১০৯: [586, 661, 612, 667]
table-cell: পার্কিং লট পরিচালনা — মেরুদণ্ড সেকশন: [586, 351, 656, 362]
ad-footer: [11, 645, 181, 652]
ad-ncr-right-2: [566, 408, 744, 576]
headline: আগুনে ভস্মীভূত: [387, 736, 449, 746]
ad-text: ভারতের রাষ্ট্রপতির পক্ষে প্রিন্সিপাল চিফ ইঞ্জিনিয়ার, উত্তর মধ্য রেলওয়ে, প্রয়াগরাজ, নিম্নলিখিত কাজের জন্য অনলাইন ই-টেন্ডার আহ্বান করছেন। টেন্ডার ডকুমেন্ট ও বিস্তারিত তথ্য ওয়েবসাইট www.ireps.gov.in থেকে পাওয়া যাবে। আগ্রহী সংস্থাগুলি নির্দিষ্ট তারিখের মধ্যে অনলাইনে আবেদন জমা দিতে পারবেন। টেন্ডার বন্ধের তারিখ ও সময় ওয়েবসাইটে উল্লেখ করা আছে। কোনও কারণ না দেখিয়েই যে কোনও টেন্ডার বাতিল করার অধিকার কর্তৃপক্ষের রয়েছে।: [11, 448, 177, 477]
paragraph: নিজস্ব সংবাদদাতা, শ্রীরামপুর: সরকারি কর্মসূচিতে এসে অসুস্থ হয়ে পড়েছিলেন এক বৃদ্ধ। খবর পেয়ে তাঁর চিকিৎসার সমস্ত ব্যবস্থা করলেন এলাকার বিধায়ক। বুধবার দুয়ারে সরকার শিবিরে এই ঘটনা ঘটে।: [381, 872, 470, 903]
table-cell: ০৪-০৯-২০২৪: [569, 908, 624, 914]
ad-subheader: ই-টেন্ডার বিজ্ঞপ্তি: [75, 682, 117, 689]
photo-campaign: [290, 230, 474, 354]
story-body: [478, 123, 558, 363]
table-header-cell: সম্পত্তির বিবরণ: [660, 902, 739, 908]
ad-code: 1996/24 (A): [713, 258, 737, 264]
paragraph: উলুবেড়িয়া পুরসভার চেয়ারম্যান অভয় দাস বলেন, শহরের মানুষের দীর্ঘদিনের দাবি ছিল এই রুটে বাস চালানোর। এখন থেকে সহজেই যাত্রীরা দিঘা, মন্দারমণি ও বকখালি যেতে পারবেন।: [8, 134, 91, 165]
table-cell: 25.11.2024: [655, 340, 686, 351]
table-header-cell: বকেয়া অর্থ: [624, 902, 660, 908]
table-cell: ২৭১৯১০৫: [586, 637, 612, 643]
photo-caption: জনসংযোগে তৃণমূল প্রার্থী অসিত মজুমদার।: [339, 356, 425, 362]
table-cell: ৪: [570, 655, 587, 661]
table-cell: মৌজা কৃষ্ণনগর, দাগ নং ২৩৪: [660, 926, 739, 932]
headline: বিয়েতে না,: [478, 77, 534, 92]
table-cell: ২: [570, 643, 587, 649]
table-cell: জল সরবরাহ পাইপলাইন: [612, 661, 688, 667]
